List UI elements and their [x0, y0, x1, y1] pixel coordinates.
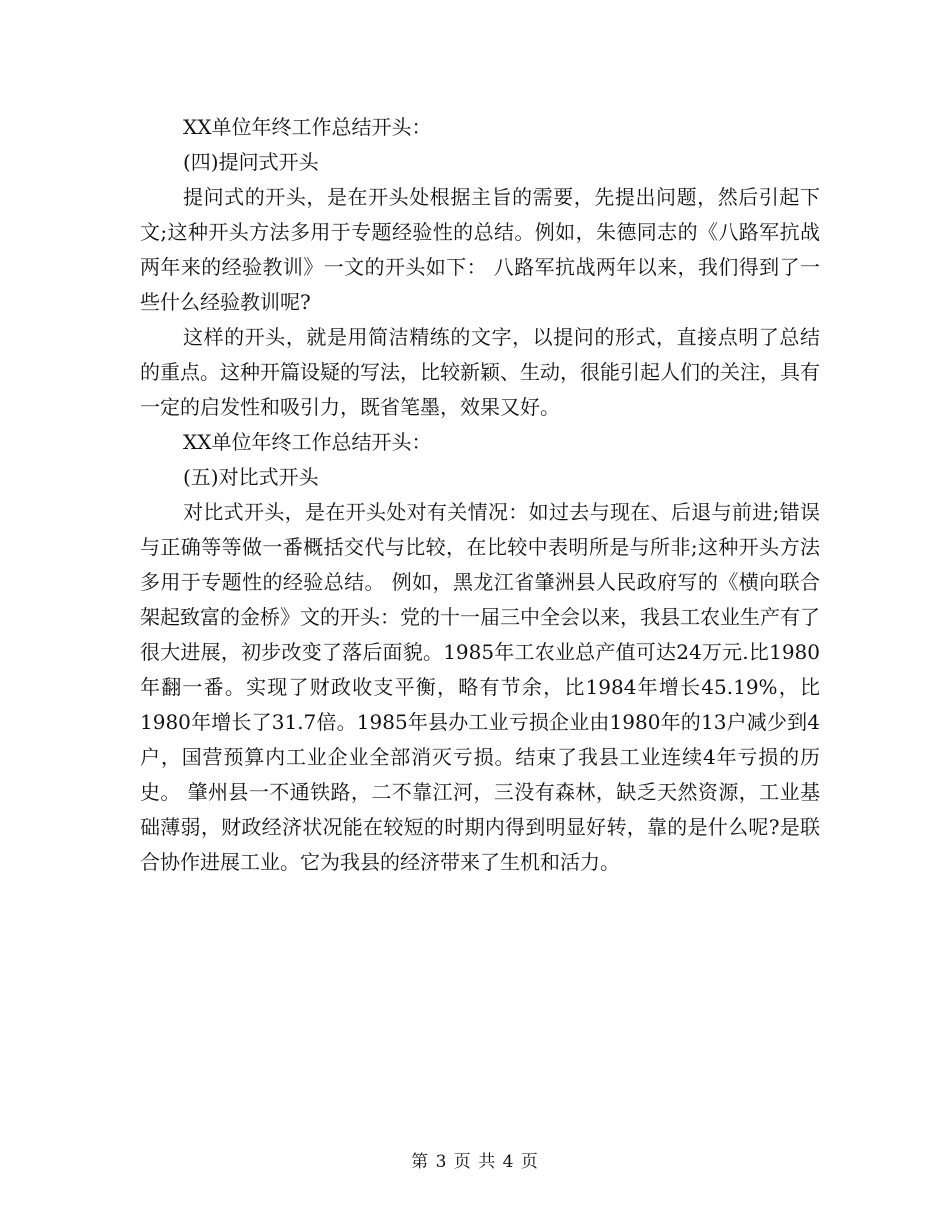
paragraph-heading: XX单位年终工作总结开头：	[183, 430, 432, 454]
paragraph: 提问式的开头，是在开头处根据主旨的需要，先提出问题，然后引起下文;这种开头方法多用于专题经验性的总结。例如，朱德同志的《八路军抗战两年来的经验教训》一文的开头如下： 八路军抗战两年以来，我们得到了一些什么经验教训呢?	[140, 185, 820, 314]
paragraph: 这样的开头，就是用简洁精练的文字，以提问的形式，直接点明了总结的重点。这种开篇设疑的写法，比较新颖、生动，很能引起人们的关注，具有一定的启发性和吸引力，既省笔墨，效果又好。	[140, 325, 820, 419]
section-title: (五)对比式开头	[183, 465, 319, 489]
paragraph: 对比式开头，是在开头处对有关情况：如过去与现在、后退与前进;错误与正确等等做一番概括交代与比较，在比较中表明所是与所非;这种开头方法多用于专题性的经验总结。 例如，黑龙江省肇洲县人民政府写的《横向联合架起致富的金桥》文的开头：党的十一届三中全会以来，我县工农业生产有了很大进展，初步改变了落后面貌。1985年工农业总产值可达24万元.比1980年翻一番。实现了财政收支平衡，略有节余，比1984年增长45.19%，比1980年增长了31.7倍。1985年县办工业亏损企业由1980年的13户减少到4户，国营预算内工业企业全部消灭亏损。结束了我县工业连续4年亏损的历史。 肇州县一不通铁路，二不靠江河，三没有森林，缺乏天然资源，工业基础薄弱，财政经济状况能在较短的时期内得到明显好转，靠的是什么呢?是联合协作进展工业。它为我县的经济带来了生机和活力。	[140, 500, 820, 874]
page-number-footer: 第 3 页 共 4 页	[411, 1152, 539, 1172]
section-title: (四)提问式开头	[183, 150, 319, 174]
paragraph-heading: XX单位年终工作总结开头：	[183, 115, 432, 139]
document-body	[140, 110, 820, 880]
